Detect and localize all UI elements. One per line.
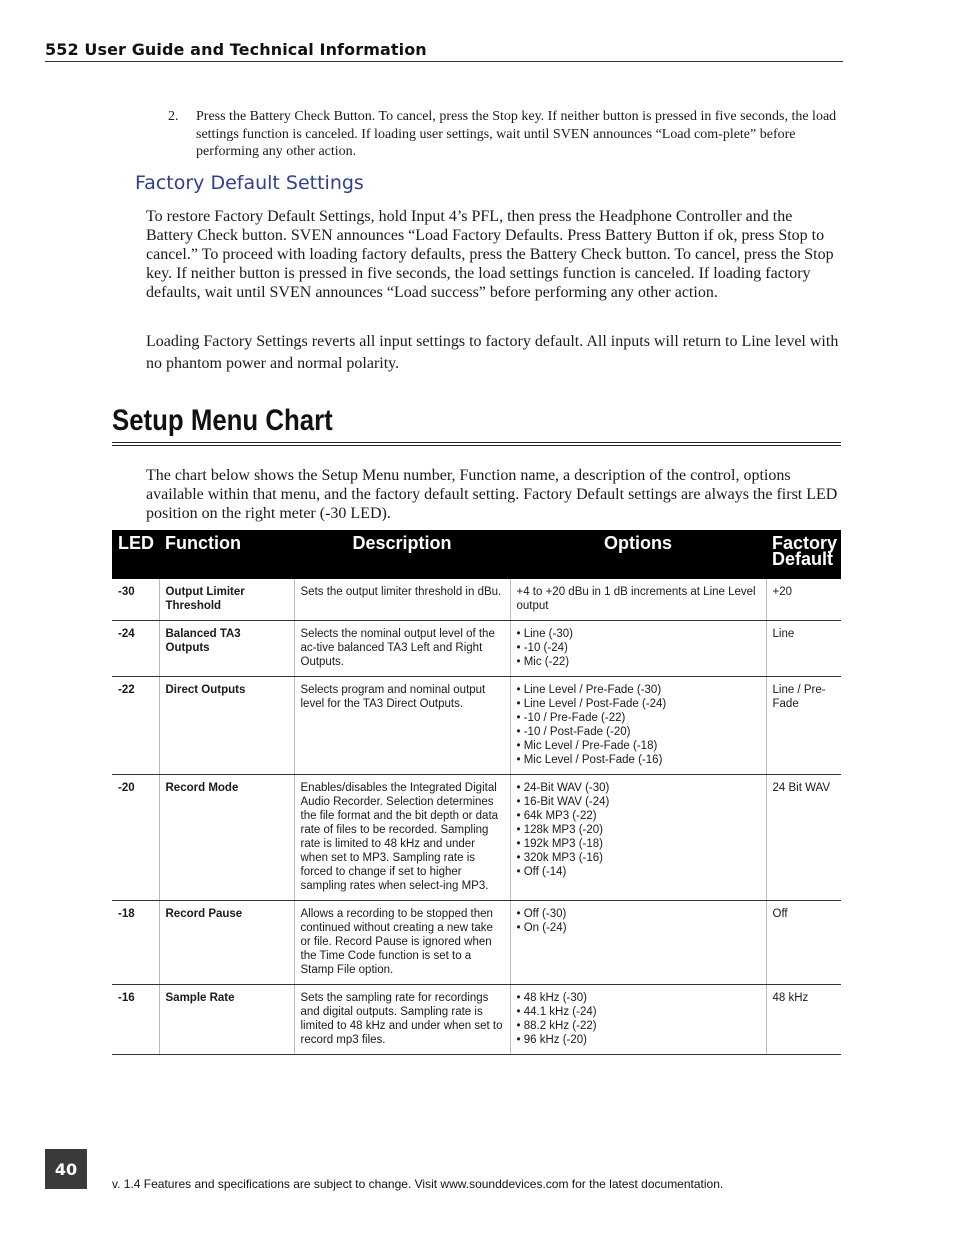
option-item: +4 to +20 dBu in 1 dB increments at Line Level output — [516, 586, 756, 612]
header-title: 552 User Guide and Technical Information — [45, 40, 427, 59]
cell-options — [510, 775, 766, 901]
option-item: • Off (-14) — [516, 866, 567, 878]
cell-function: Record Pause — [159, 901, 294, 985]
cell-description: Selects the nominal output level of the ac-tive balanced TA3 Left and Right Outputs. — [294, 621, 510, 677]
option-item: • 192k MP3 (-18) — [516, 838, 603, 850]
title-rule — [112, 442, 841, 446]
cell-description: Sets the sampling rate for recordings and digital outputs. Sampling rate is limited to 48 kHz and under when set to record mp3 files. — [294, 985, 510, 1055]
header-options: Options — [510, 530, 766, 579]
cell-description: Enables/disables the Integrated Digital Audio Recorder. Selection determines the file format and the bit depth or data rate of files to be recorded. Sampling rate is limited to 48 kHz and under when set to MP3. Sampling rate is forced to change if set to higher sampling rates when select-ing MP3. — [294, 775, 510, 901]
cell-factory-default: Line — [766, 621, 841, 677]
cell-description: Sets the output limiter threshold in dBu. — [294, 579, 510, 621]
cell-options — [510, 901, 766, 985]
factory-default-heading: Factory Default Settings — [135, 172, 364, 194]
setup-menu-chart-title: Setup Menu Chart — [112, 404, 333, 437]
option-item: • -10 / Post-Fade (-20) — [516, 726, 631, 738]
cell-factory-default: Off — [766, 901, 841, 985]
option-item: • -10 (-24) — [516, 642, 568, 654]
cell-function: Balanced TA3 Outputs — [159, 621, 294, 677]
table-row — [112, 775, 841, 901]
cell-factory-default: 48 kHz — [766, 985, 841, 1055]
table-body — [112, 579, 841, 1055]
header-function: Function — [159, 530, 294, 579]
table-row — [112, 985, 841, 1055]
option-item: • Mic Level / Pre-Fade (-18) — [516, 740, 658, 752]
factory-default-paragraph-2: Loading Factory Settings reverts all input settings to factory default. All inputs will return to Line level with no phantom power and normal polarity. — [146, 333, 839, 372]
footer-text: v. 1.4 Features and specifications are subject to change. Visit www.sounddevices.com for the latest documentation. — [112, 1177, 724, 1191]
cell-function: Record Mode — [159, 775, 294, 901]
cell-led: -24 — [112, 621, 159, 677]
header-factory-default: Factory Default — [766, 530, 841, 579]
cell-description: Selects program and nominal output level for the TA3 Direct Outputs. — [294, 677, 510, 775]
option-item: • 320k MP3 (-16) — [516, 852, 603, 864]
header-led: LED — [112, 530, 159, 579]
option-item: • 88.2 kHz (-22) — [516, 1020, 597, 1032]
table-header-row — [112, 530, 841, 579]
cell-led: -22 — [112, 677, 159, 775]
cell-description: Allows a recording to be stopped then continued without creating a new take or file. Record Pause is ignored when the Time Code function is set to a Stamp File option. — [294, 901, 510, 985]
option-item: • On (-24) — [516, 922, 567, 934]
cell-factory-default: Line / Pre-Fade — [766, 677, 841, 775]
option-item: • Mic (-22) — [516, 656, 570, 668]
table-row — [112, 677, 841, 775]
option-item: • -10 / Pre-Fade (-22) — [516, 712, 626, 724]
option-item: • Mic Level / Post-Fade (-16) — [516, 754, 663, 766]
cell-function: Output Limiter Threshold — [159, 579, 294, 621]
setup-menu-table — [112, 530, 841, 1055]
header-description: Description — [294, 530, 510, 579]
option-item: • 128k MP3 (-20) — [516, 824, 603, 836]
cell-led: -18 — [112, 901, 159, 985]
option-item: • 96 kHz (-20) — [516, 1034, 587, 1046]
cell-options — [510, 621, 766, 677]
option-item: • Line Level / Post-Fade (-24) — [516, 698, 667, 710]
cell-options — [510, 985, 766, 1055]
cell-led: -20 — [112, 775, 159, 901]
setup-menu-intro: The chart below shows the Setup Menu number, Function name, a description of the control, options available within that menu, and the factory default setting. Factory Default settings are always the first LED position on the right meter (-30 LED). — [146, 467, 838, 522]
option-item: • 48 kHz (-30) — [516, 992, 587, 1004]
table-row — [112, 579, 841, 621]
cell-factory-default: +20 — [766, 579, 841, 621]
option-item: • 16-Bit WAV (-24) — [516, 796, 610, 808]
option-item: • 24-Bit WAV (-30) — [516, 782, 610, 794]
cell-options — [510, 579, 766, 621]
option-item: • Line (-30) — [516, 628, 573, 640]
cell-function: Sample Rate — [159, 985, 294, 1055]
cell-led: -30 — [112, 579, 159, 621]
option-item: • Line Level / Pre-Fade (-30) — [516, 684, 662, 696]
step-text: Press the Battery Check Button. To cancel, press the Stop key. If neither button is pressed in five seconds, the load settings function is canceled. If loading user settings, wait until SVEN announces “Load com-plete” before performing any other action. — [196, 109, 837, 159]
step-number: 2. — [168, 109, 179, 124]
table-row — [112, 621, 841, 677]
cell-options — [510, 677, 766, 775]
option-item: • 44.1 kHz (-24) — [516, 1006, 597, 1018]
cell-led: -16 — [112, 985, 159, 1055]
page-header — [45, 40, 843, 62]
option-item: • 64k MP3 (-22) — [516, 810, 597, 822]
cell-function: Direct Outputs — [159, 677, 294, 775]
numbered-step — [168, 108, 843, 161]
option-item: • Off (-30) — [516, 908, 567, 920]
cell-factory-default: 24 Bit WAV — [766, 775, 841, 901]
table-row — [112, 901, 841, 985]
factory-default-paragraph-1: To restore Factory Default Settings, hold Input 4’s PFL, then press the Headphone Controller and the Battery Check button. SVEN announces “Load Factory Defaults. Press Battery Button if ok, press Stop to cancel.” To proceed with loading factory defaults, press the Battery Check button. To cancel, press the Stop key. If neither button is pressed in five seconds, the load settings function is canceled. If loading factory defaults, wait until SVEN announces “Load success” before performing any other action. — [146, 208, 834, 301]
page-number: 40 — [45, 1149, 87, 1189]
